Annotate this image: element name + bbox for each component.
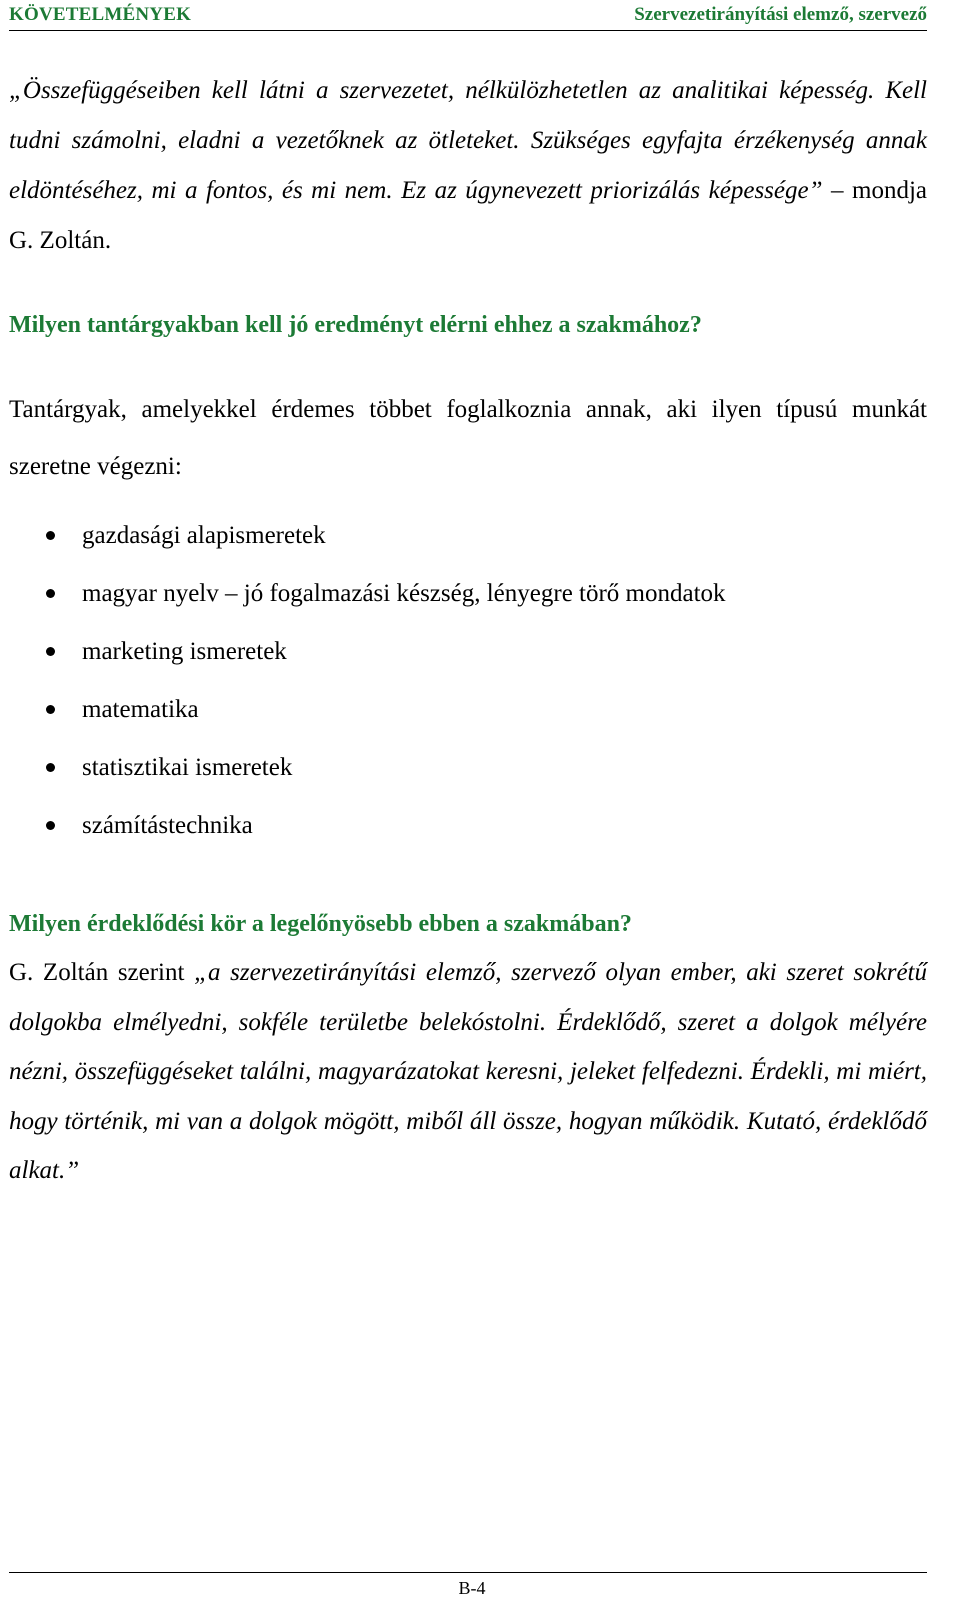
list-item [9, 745, 927, 803]
list-item-text: statisztikai ismeretek [82, 754, 293, 781]
intro-quote [9, 66, 927, 266]
page-content [9, 66, 927, 1196]
list-item-text: számítástechnika [82, 812, 253, 839]
list-item [9, 803, 927, 861]
page-number: B-4 [458, 1578, 486, 1598]
subjects-intro: Tantárgyak, amelyekkel érdemes többet foglalkoznia annak, aki ilyen típusú munkát szeretne végezni: [9, 396, 927, 480]
subjects-list [9, 513, 927, 861]
header-section-title: KÖVETELMÉNYEK [9, 4, 192, 25]
page-footer [0, 1572, 960, 1610]
interests-paragraph [9, 948, 927, 1196]
interests-quote: „a szervezetirányítási elemző, szervező olyan ember, aki szeret sokrétű dolgokba elmélyedni, sokféle területbe belekóstolni. Érdeklődő, szeret a dolgok mélyére nézni, összefüggéseket találni, magyarázatokat keresni, jeleket felfedezni. Érdekli, mi miért, hogy történik, mi van a dolgok mögött, miből áll össze, hogyan működik. Kutató, érdeklődő alkat.” [9, 959, 928, 1184]
bullet-icon [46, 531, 55, 540]
bullet-icon [46, 705, 55, 714]
bullet-icon [46, 763, 55, 772]
list-item-text: gazdasági alapismeretek [82, 522, 326, 549]
interests-lead: G. Zoltán szerint [9, 959, 195, 986]
list-item [9, 513, 927, 571]
page-header [9, 4, 927, 31]
list-item [9, 629, 927, 687]
interests-heading: Milyen érdeklődési kör a legelőnyösebb ebben a szakmában? [9, 911, 632, 937]
bullet-icon [46, 589, 55, 598]
bullet-icon [46, 821, 55, 830]
list-item-text: magyar nyelv – jó fogalmazási készség, lényegre törő mondatok [82, 580, 726, 607]
list-item [9, 687, 927, 745]
footer-divider [9, 1572, 927, 1573]
list-item-text: matematika [82, 696, 199, 723]
bullet-icon [46, 647, 55, 656]
list-item [9, 571, 927, 629]
list-item-text: marketing ismeretek [82, 638, 287, 665]
intro-quote-attribution: – mondja G. Zoltán. [9, 177, 927, 254]
intro-quote-text: „Összefüggéseiben kell látni a szervezetet, nélkülözhetetlen az analitikai képesség. Kell tudni számolni, eladni a vezetőknek az ötleteket. Szükséges egyfajta érzékenység annak eldöntéséhez, mi a fontos, és mi nem. Ez az úgynevezett priorizálás képessége” [9, 77, 927, 204]
header-document-title: Szervezetirányítási elemző, szervező [634, 4, 927, 25]
subjects-heading: Milyen tantárgyakban kell jó eredményt elérni ehhez a szakmához? [9, 312, 702, 338]
